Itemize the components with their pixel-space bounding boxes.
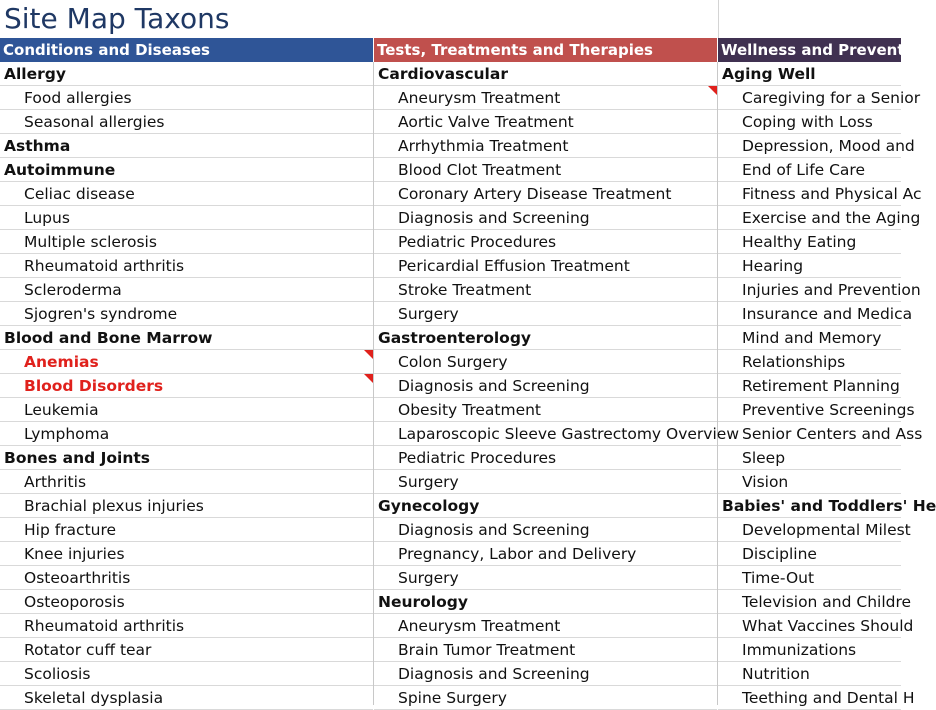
subcategory-cell[interactable]: Rotator cuff tear [0,638,373,662]
subcategory-cell[interactable]: Rheumatoid arthritis [0,614,373,638]
header-wellness-and-prevention[interactable]: Wellness and Prevention [718,38,901,62]
subcategory-cell[interactable]: Brain Tumor Treatment [374,638,717,662]
subcategory-cell[interactable]: Stroke Treatment [374,278,717,302]
subcategory-cell[interactable]: Coronary Artery Disease Treatment [374,182,717,206]
subcategory-cell[interactable]: Insurance and Medica [718,302,901,326]
category-cell[interactable]: Babies' and Toddlers' He [718,494,901,518]
subcategory-cell[interactable]: Fitness and Physical Ac [718,182,901,206]
subcategory-cell[interactable]: End of Life Care [718,158,901,182]
subcategory-cell[interactable]: Blood Disorders [0,374,373,398]
column-tests-treatments-therapies [374,62,739,707]
column-conditions-and-diseases [0,62,374,705]
comment-indicator-icon[interactable] [708,86,717,95]
subcategory-cell[interactable]: Diagnosis and Screening [374,518,717,542]
subcategory-cell[interactable]: Lupus [0,206,373,230]
subcategory-cell[interactable]: Diagnosis and Screening [374,206,717,230]
comment-indicator-icon[interactable] [364,374,373,383]
subcategory-cell[interactable]: Hip fracture [0,518,373,542]
category-cell[interactable]: Bones and Joints [0,446,373,470]
subcategory-cell[interactable]: Scleroderma [0,278,373,302]
subcategory-cell[interactable]: Television and Childre [718,590,901,614]
comment-indicator-icon[interactable] [364,350,373,359]
subcategory-cell[interactable]: Teething and Dental H [718,686,901,710]
subcategory-cell[interactable]: Pericardial Effusion Treatment [374,254,717,278]
subcategory-cell[interactable]: Arrhythmia Treatment [374,134,717,158]
category-cell[interactable]: Allergy [0,62,373,86]
subcategory-cell[interactable]: Laparoscopic Sleeve Gastrectomy Overview [374,422,717,446]
header-row [0,38,931,62]
subcategory-cell[interactable]: Rheumatoid arthritis [0,254,373,278]
subcategory-cell[interactable]: Retirement Planning [718,374,901,398]
category-cell[interactable]: Gastroenterology [374,326,717,350]
subcategory-cell[interactable]: Developmental Milest [718,518,901,542]
title-column-divider [718,0,719,38]
subcategory-cell[interactable]: Aneurysm Treatment [374,614,717,638]
subcategory-cell[interactable]: Pediatric Procedures [374,446,717,470]
subcategory-cell[interactable]: Scoliosis [0,662,373,686]
sheet-title[interactable]: Site Map Taxons [4,2,230,35]
subcategory-cell[interactable]: Arthritis [0,470,373,494]
category-cell[interactable]: Aging Well [718,62,901,86]
subcategory-cell[interactable]: Injuries and Prevention [718,278,901,302]
subcategory-cell[interactable]: Mind and Memory [718,326,901,350]
header-tests-treatments-therapies[interactable]: Tests, Treatments and Therapies [374,38,718,62]
subcategory-cell[interactable]: Celiac disease [0,182,373,206]
subcategory-cell[interactable]: Seasonal allergies [0,110,373,134]
subcategory-cell[interactable]: Immunizations [718,638,901,662]
subcategory-cell[interactable]: Coping with Loss [718,110,901,134]
subcategory-cell[interactable]: Preventive Screenings [718,398,901,422]
subcategory-cell[interactable]: Nutrition [718,662,901,686]
subcategory-cell[interactable]: Sleep [718,446,901,470]
subcategory-cell[interactable]: Leukemia [0,398,373,422]
title-row [0,0,901,39]
category-cell[interactable]: Autoimmune [0,158,373,182]
category-cell[interactable]: Blood and Bone Marrow [0,326,373,350]
subcategory-cell[interactable]: Diagnosis and Screening [374,662,717,686]
subcategory-cell[interactable]: Discipline [718,542,901,566]
subcategory-cell[interactable]: Relationships [718,350,901,374]
subcategory-cell[interactable]: Healthy Eating [718,230,901,254]
subcategory-cell[interactable]: Skeletal dysplasia [0,686,373,710]
category-cell[interactable]: Cardiovascular [374,62,717,86]
subcategory-cell[interactable]: Obesity Treatment [374,398,717,422]
category-cell[interactable]: Gynecology [374,494,717,518]
subcategory-cell[interactable]: Osteoporosis [0,590,373,614]
subcategory-cell[interactable]: Osteoarthritis [0,566,373,590]
subcategory-cell[interactable]: Aneurysm Treatment [374,86,717,110]
subcategory-cell[interactable]: Diagnosis and Screening [374,374,717,398]
subcategory-cell[interactable]: Anemias [0,350,373,374]
subcategory-cell[interactable]: Vision [718,470,901,494]
subcategory-cell[interactable]: Pediatric Procedures [374,230,717,254]
subcategory-cell[interactable]: Brachial plexus injuries [0,494,373,518]
subcategory-cell[interactable]: Aortic Valve Treatment [374,110,717,134]
subcategory-cell[interactable]: Surgery [374,302,717,326]
category-cell[interactable]: Neurology [374,590,717,614]
subcategory-cell[interactable]: Caregiving for a Senior [718,86,901,110]
subcategory-cell[interactable]: Exercise and the Aging [718,206,901,230]
subcategory-cell[interactable]: Surgery [374,470,717,494]
column-wellness-and-prevention [718,62,936,707]
subcategory-cell[interactable]: Lymphoma [0,422,373,446]
subcategory-cell[interactable]: Hearing [718,254,901,278]
subcategory-cell[interactable]: Time-Out [718,566,901,590]
subcategory-cell[interactable]: Blood Clot Treatment [374,158,717,182]
subcategory-cell[interactable]: Knee injuries [0,542,373,566]
category-cell[interactable]: Asthma [0,134,373,158]
subcategory-cell[interactable]: Food allergies [0,86,373,110]
subcategory-cell[interactable]: Multiple sclerosis [0,230,373,254]
subcategory-cell[interactable]: Colon Surgery [374,350,717,374]
subcategory-cell[interactable]: Sjogren's syndrome [0,302,373,326]
subcategory-cell[interactable]: Senior Centers and Ass [718,422,901,446]
header-conditions-and-diseases[interactable]: Conditions and Diseases [0,38,374,62]
subcategory-cell[interactable]: Surgery [374,566,717,590]
subcategory-cell[interactable]: Spine Surgery [374,686,717,710]
subcategory-cell[interactable]: What Vaccines Should [718,614,901,638]
subcategory-cell[interactable]: Pregnancy, Labor and Delivery [374,542,717,566]
subcategory-cell[interactable]: Depression, Mood and [718,134,901,158]
